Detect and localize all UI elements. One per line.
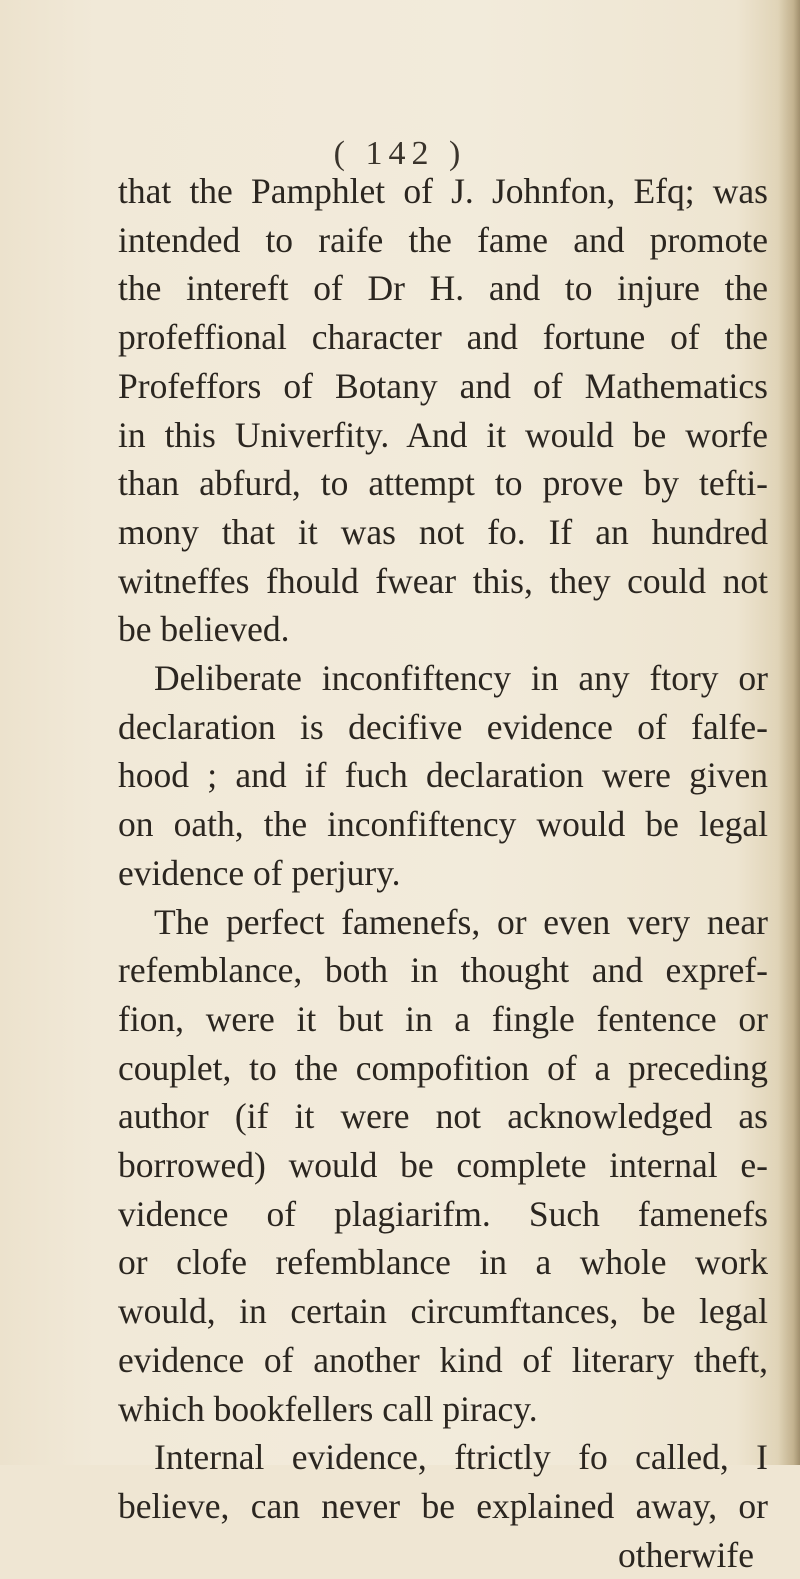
page-edge-shadow (778, 0, 800, 1465)
text-line: profeffional character and fortune of the (118, 317, 768, 358)
text-line: Profeffors of Botany and of Mathematics (118, 365, 768, 406)
text-line: be believed. (118, 609, 290, 650)
text-line: evidence of perjury. (118, 852, 401, 893)
text-line: couplet, to the compofition of a preceding (118, 1047, 768, 1088)
text-line: refemblance, both in thought and expref- (118, 950, 768, 991)
text-line: in this Univerfity. And it would be worfe (118, 414, 768, 455)
text-line: believe, can never be explained away, or (118, 1485, 768, 1526)
text-line: that the Pamphlet of J. Johnfon, Efq; was (118, 171, 768, 211)
text-line: vidence of plagiarifm. Such famenefs (118, 1193, 768, 1234)
text-line: borrowed) would be complete internal e- (118, 1145, 768, 1186)
text-line: Internal evidence, ftrictly fo called, I (154, 1437, 768, 1478)
text-line: fion, were it but in a fingle fentence or (118, 998, 768, 1039)
text-line: evidence of another kind of literary theft, (118, 1339, 768, 1380)
text-line: author (if it were not acknowledged as (118, 1096, 768, 1137)
text-line: would, in certain circumftances, be legal (118, 1291, 768, 1332)
text-line: The perfect famenefs, or even very near (154, 901, 768, 942)
catchword: otherwife (617, 1534, 754, 1575)
text-line: witneffes fhould fwear this, they could not (118, 560, 768, 601)
body-text (118, 167, 768, 1579)
text-line: than abfurd, to attempt to prove by tefti- (118, 463, 768, 504)
text-line: intended to raife the fame and promote (118, 219, 768, 260)
text-line: hood ; and if fuch declaration were given (118, 755, 768, 796)
text-line: the intereft of Dr H. and to injure the (118, 268, 768, 309)
text-line: mony that it was not fo. If an hundred (118, 511, 768, 552)
text-line: which bookfellers call piracy. (118, 1388, 538, 1429)
text-line: on oath, the inconfiftency would be legal (118, 804, 768, 845)
page-number-header: ( 142 ) (333, 135, 467, 172)
text-line: or clofe refemblance in a whole work (118, 1242, 768, 1283)
text-line: declaration is decifive evidence of falfe- (118, 706, 768, 747)
text-line: Deliberate inconfiftency in any ftory or (154, 658, 768, 699)
